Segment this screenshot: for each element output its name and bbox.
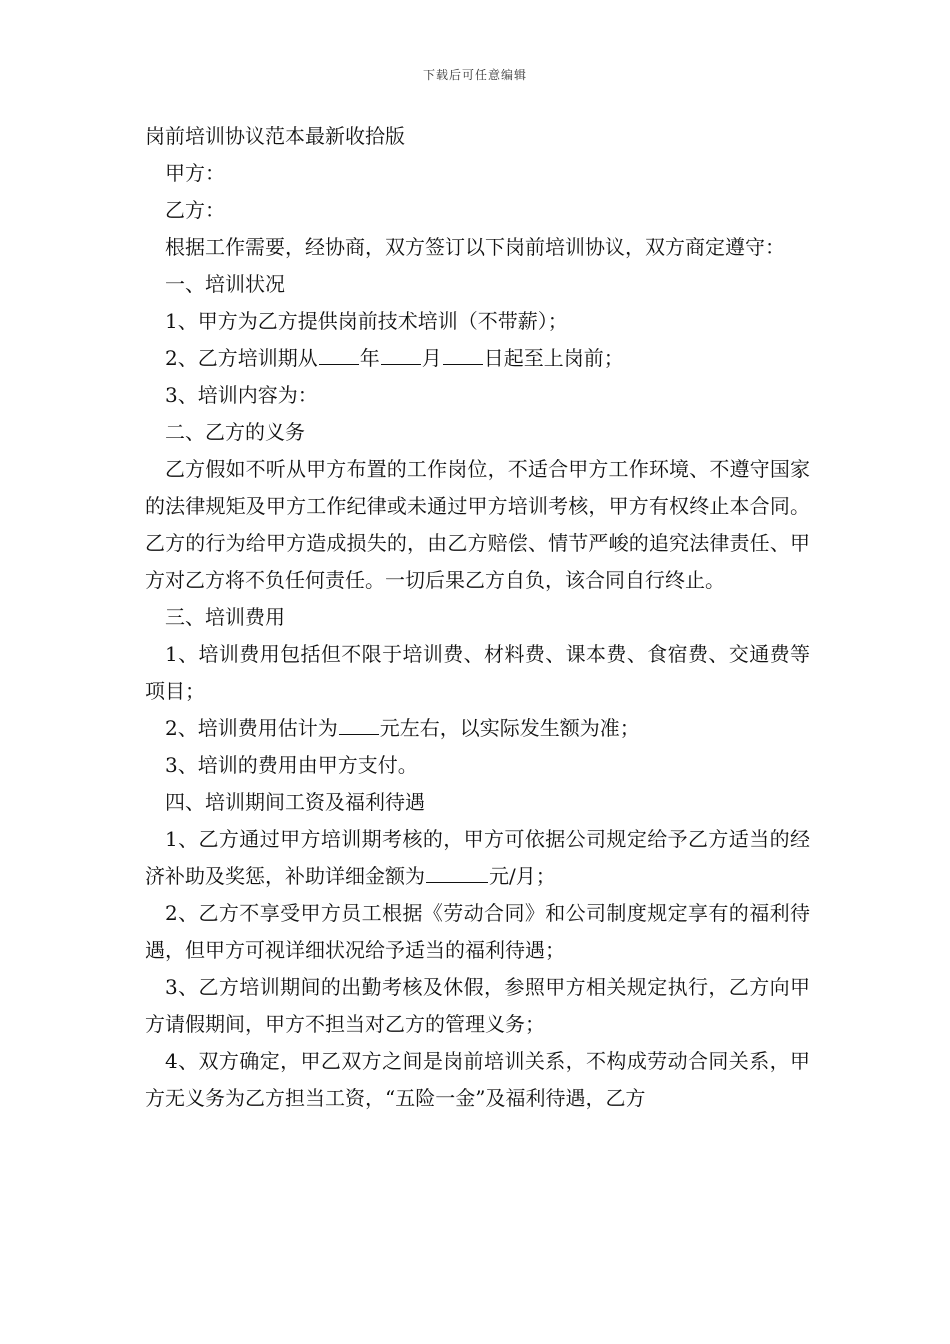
blank-day — [443, 348, 483, 365]
section4-item2: 2、乙方不享受甲方员工根据《劳动合同》和公司制度规定享有的福利待遇，但甲方可视详细状况给予适当的福利待遇； — [145, 901, 810, 962]
section3-item1: 1、培训费用包括但不限于培训费、材料费、课本费、食宿费、交通费等项目； — [145, 642, 810, 703]
section1-item2-prefix: 2、乙方培训期从 — [165, 346, 318, 370]
section4-item3: 3、乙方培训期间的出勤考核及休假，参照甲方相关规定执行，乙方向甲方请假期间，甲方不担当对乙方的管理义务； — [145, 975, 810, 1036]
section1-item1: 1、甲方为乙方提供岗前技术培训（不带薪）； — [165, 309, 568, 333]
section3-heading: 三、培训费用 — [165, 605, 285, 629]
section3-item2-suffix: 元左右，以实际发生额为准； — [379, 716, 640, 740]
section1-item3: 3、培训内容为： — [165, 383, 318, 407]
section1-item2 — [145, 340, 810, 377]
document-title: 岗前培训协议范本最新收拾版 — [145, 124, 405, 148]
section4-item1-prefix: 1、乙方通过甲方培训期考核的，甲方可依据公司规定给予乙方适当的经济补助及奖惩，补助详细金额为 — [145, 827, 810, 888]
section3-item2 — [145, 710, 810, 747]
section4-item1 — [145, 821, 810, 895]
month-label: 月 — [421, 346, 442, 370]
blank-month — [381, 348, 421, 365]
intro-paragraph: 根据工作需要，经协商，双方签订以下岗前培训协议，双方商定遵守： — [165, 235, 785, 259]
document-body — [145, 118, 810, 1117]
page-header: 下载后可任意编辑 — [422, 68, 527, 82]
section2-heading: 二、乙方的义务 — [165, 420, 305, 444]
section2-body: 乙方假如不听从甲方布置的工作岗位，不适合甲方工作环境、不遵守国家的法律规矩及甲方工作纪律或未通过甲方培训考核，甲方有权终止本合同。乙方的行为给甲方造成损失的，由乙方赔偿、情节严峻的追究法律责任、甲方对乙方将不负任何责任。一切后果乙方自负，该合同自行终止。 — [145, 457, 810, 592]
blank-fee-amount — [339, 718, 379, 735]
party-b-line: 乙方： — [165, 198, 225, 222]
blank-subsidy-amount — [426, 866, 488, 883]
year-label: 年 — [359, 346, 380, 370]
section3-item2-prefix: 2、培训费用估计为 — [165, 716, 338, 740]
blank-year — [319, 348, 359, 365]
section4-item1-suffix: 元/月； — [489, 864, 556, 888]
section4-item4: 4、双方确定，甲乙双方之间是岗前培训关系，不构成劳动合同关系，甲方无义务为乙方担当工资，“五险一金”及福利待遇，乙方 — [145, 1049, 810, 1110]
section4-heading: 四、培训期间工资及福利待遇 — [165, 790, 425, 814]
party-a-line: 甲方： — [165, 161, 225, 185]
section1-item2-suffix: 日起至上岗前； — [483, 346, 624, 370]
section1-heading: 一、培训状况 — [165, 272, 285, 296]
section3-item3: 3、培训的费用由甲方支付。 — [165, 753, 418, 777]
